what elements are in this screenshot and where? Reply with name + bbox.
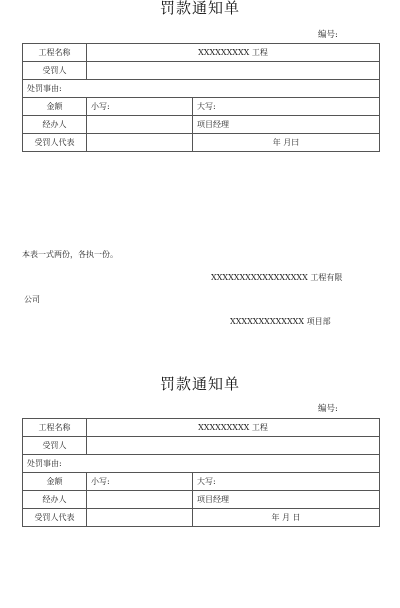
project-name-value: XXXXXXXXX 工程	[87, 419, 380, 437]
table-row	[23, 491, 380, 509]
representative-value	[87, 509, 193, 527]
representative-label: 受罚人代表	[23, 509, 87, 527]
handler-value	[87, 491, 193, 509]
department-line: XXXXXXXXXXXXX 项目部	[230, 317, 331, 326]
form-title: 罚款通知单	[159, 0, 240, 17]
amount-lower-label: 小写:	[87, 98, 193, 116]
amount-label: 金额	[23, 98, 87, 116]
table-row	[23, 455, 380, 473]
table-row	[23, 437, 380, 455]
table-row	[23, 134, 380, 152]
handler-label: 经办人	[23, 491, 87, 509]
footer-note: 本表一式两份，各执一份。	[22, 250, 118, 259]
company-line-2: 公司	[24, 295, 40, 304]
project-name-value: XXXXXXXXX 工程	[87, 44, 380, 62]
penalized-label: 受罚人	[23, 62, 87, 80]
table-row	[23, 473, 380, 491]
amount-upper-label: 大写:	[193, 98, 380, 116]
project-name-label: 工程名称	[23, 44, 87, 62]
representative-label: 受罚人代表	[23, 134, 87, 152]
amount-lower-label: 小写:	[87, 473, 193, 491]
table-row	[23, 80, 380, 98]
project-manager-label: 项目经理	[193, 116, 380, 134]
reason-label: 处罚事由:	[23, 455, 380, 473]
representative-value	[87, 134, 193, 152]
project-manager-label: 项目经理	[193, 491, 380, 509]
penalized-label: 受罚人	[23, 437, 87, 455]
table-row	[23, 62, 380, 80]
company-line-1: XXXXXXXXXXXXXXXXX 工程有限	[211, 273, 343, 282]
penalized-value	[87, 62, 380, 80]
form-title: 罚款通知单	[159, 375, 240, 393]
table-row	[23, 116, 380, 134]
penalty-table	[22, 43, 380, 152]
date-text: 年 月 日	[193, 509, 380, 527]
amount-upper-label: 大写:	[193, 473, 380, 491]
handler-label: 经办人	[23, 116, 87, 134]
penalized-value	[87, 437, 380, 455]
number-label: 编号:	[318, 404, 338, 414]
table-row	[23, 44, 380, 62]
amount-label: 金额	[23, 473, 87, 491]
penalty-table	[22, 418, 380, 527]
table-row	[23, 509, 380, 527]
reason-label: 处罚事由:	[23, 80, 380, 98]
project-name-label: 工程名称	[23, 419, 87, 437]
table-row	[23, 419, 380, 437]
number-label: 编号:	[318, 30, 338, 40]
handler-value	[87, 116, 193, 134]
date-text: 年 月曰	[193, 134, 380, 152]
table-row	[23, 98, 380, 116]
